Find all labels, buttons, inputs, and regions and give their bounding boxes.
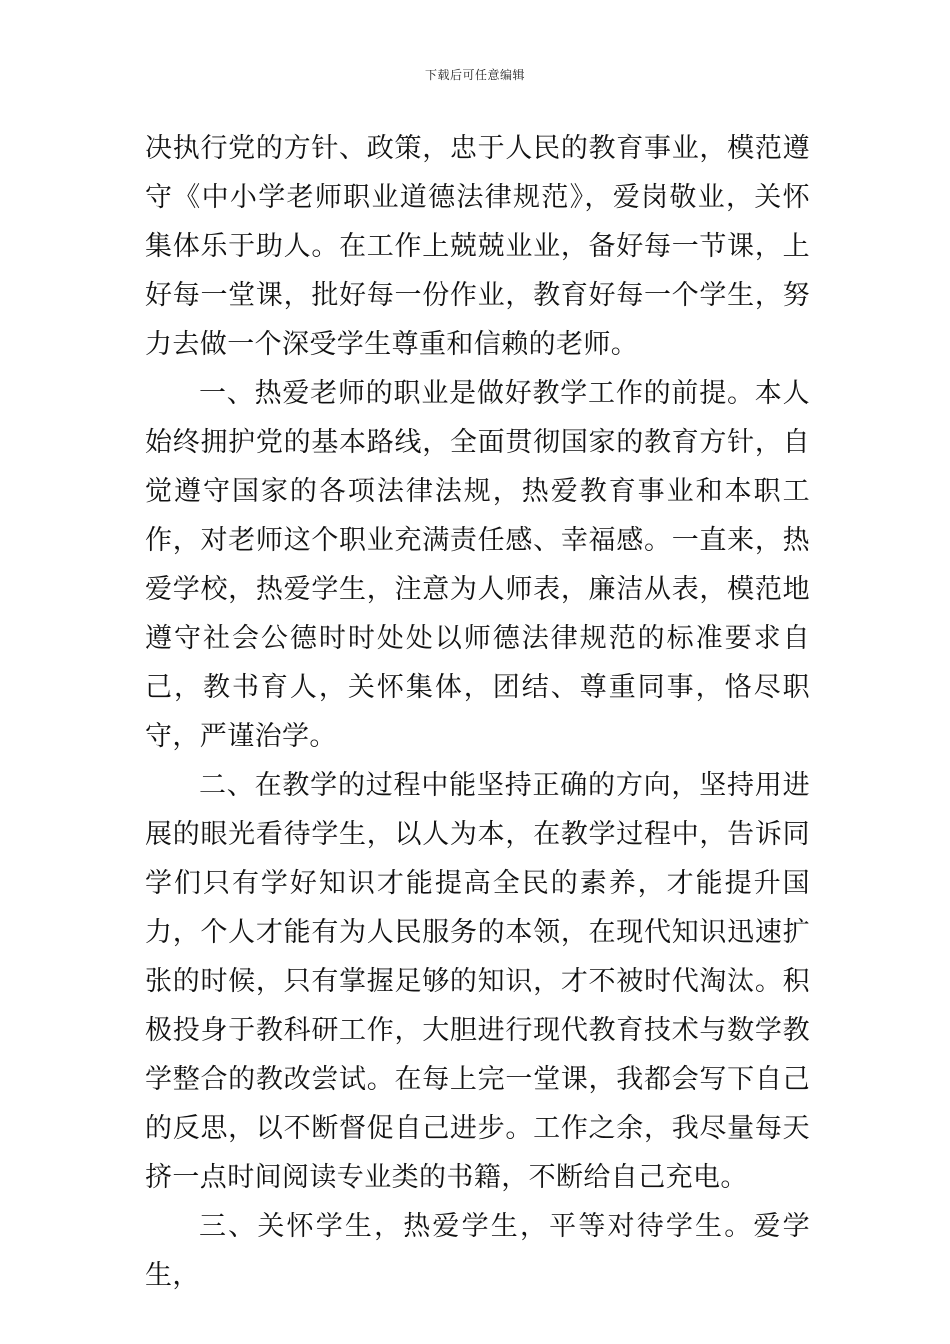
document-body [145,124,810,1300]
paragraph-section-two: 二、在教学的过程中能坚持正确的方向，坚持用进展的眼光看待学生，以人为本，在教学过程中，告诉同学们只有学好知识才能提高全民的素养，才能提升国力，个人才能有为人民服务的本领，在现代知识迅速扩张的时候，只有掌握足够的知识，才不被时代淘汰。积极投身于教科研工作，大胆进行现代教育技术与数学教学整合的教改尝试。在每上完一堂课，我都会写下自己的反思，以不断督促自己进步。工作之余，我尽量每天挤一点时间阅读专业类的书籍，不断给自己充电。 [145,770,810,1193]
paragraph-section-three: 三、关怀学生，热爱学生，平等对待学生。爱学生， [145,1211,810,1291]
page-header-note: 下载后可任意编辑 [424,68,525,82]
paragraph-section-one: 一、热爱老师的职业是做好教学工作的前提。本人始终拥护党的基本路线，全面贯彻国家的教育方针，自觉遵守国家的各项法律法规，热爱教育事业和本职工作，对老师这个职业充满责任感、幸福感。一直来，热爱学校，热爱学生，注意为人师表，廉洁从表，模范地遵守社会公德时时处处以师德法律规范的标准要求自己，教书育人，关怀集体，团结、尊重同事，恪尽职守，严谨治学。 [145,378,810,752]
paragraph-continuation: 决执行党的方针、政策，忠于人民的教育事业，模范遵守《中小学老师职业道德法律规范》，爱岗敬业，关怀集体乐于助人。在工作上兢兢业业，备好每一节课，上好每一堂课，批好每一份作业，教育好每一个学生，努力去做一个深受学生尊重和信赖的老师。 [145,133,810,360]
